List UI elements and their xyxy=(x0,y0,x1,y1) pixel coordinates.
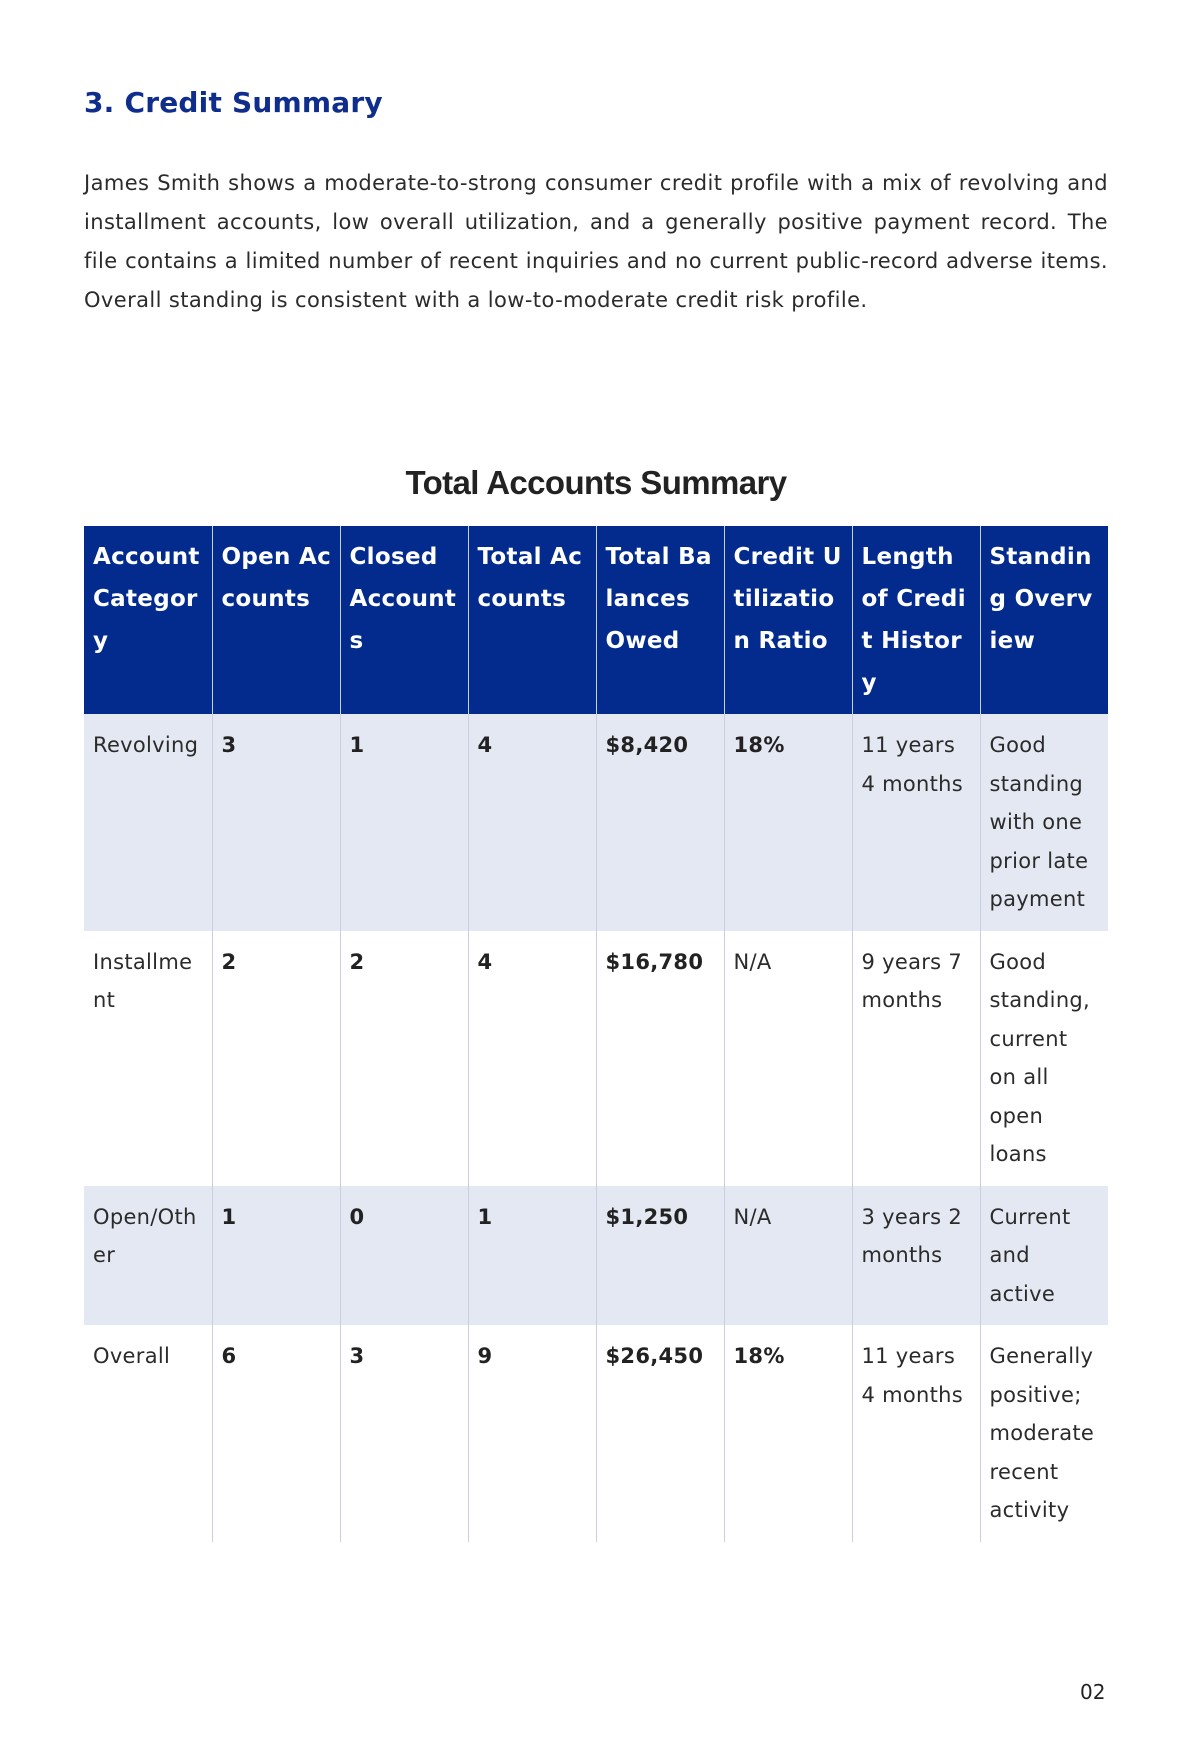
cell-account-category: Installment xyxy=(93,949,193,1012)
cell-account-category: Overall xyxy=(93,1344,171,1368)
cell-total-accounts: 9 xyxy=(468,1325,596,1542)
cell-open-accounts: 2 xyxy=(212,931,340,1186)
header-standing-overview: Standing Overview xyxy=(980,526,1108,714)
cell-total-accounts: 1 xyxy=(468,1186,596,1326)
cell-closed-accounts: 2 xyxy=(340,931,468,1186)
cell-closed-accounts: 3 xyxy=(340,1325,468,1542)
header-total-accounts: Total Accounts xyxy=(468,526,596,714)
cell-total-balances-owed: $1,250 xyxy=(596,1186,724,1326)
accounts-summary-table xyxy=(84,526,1108,1542)
table-title: Total Accounts Summary xyxy=(405,464,787,501)
cell-total-balances-owed: $26,450 xyxy=(596,1325,724,1542)
header-open-accounts: Open Accounts xyxy=(212,526,340,714)
cell-total-balances-owed: $8,420 xyxy=(596,714,724,931)
header-length-of-credit-history: Length of Credit History xyxy=(852,526,980,714)
cell-credit-utilization: 18% xyxy=(724,714,852,931)
cell-standing-overview: Current and active xyxy=(980,1186,1108,1326)
section-heading: 3. Credit Summary xyxy=(84,86,383,119)
cell-standing-overview: Generally positive; moderate recent activity xyxy=(980,1325,1108,1542)
table-row-revolving xyxy=(84,714,1108,931)
cell-total-accounts: 4 xyxy=(468,714,596,931)
cell-open-accounts: 1 xyxy=(212,1186,340,1326)
cell-open-accounts: 6 xyxy=(212,1325,340,1542)
cell-total-balances-owed: $16,780 xyxy=(596,931,724,1186)
cell-credit-history-length: 3 years 2 months xyxy=(852,1186,980,1326)
cell-closed-accounts: 1 xyxy=(340,714,468,931)
cell-credit-utilization: N/A xyxy=(724,931,852,1186)
cell-standing-overview: Good standing with one prior late payment xyxy=(980,714,1108,931)
header-total-balances-owed: Total Balances Owed xyxy=(596,526,724,714)
cell-credit-history-length: 11 years 4 months xyxy=(852,1325,980,1542)
cell-closed-accounts: 0 xyxy=(340,1186,468,1326)
cell-credit-history-length: 11 years 4 months xyxy=(852,714,980,931)
header-closed-accounts: Closed Accounts xyxy=(340,526,468,714)
header-account-category: Account Category xyxy=(84,526,212,714)
table-row-open-other xyxy=(84,1186,1108,1326)
table-row-installment xyxy=(84,931,1108,1186)
cell-account-category: Open/Other xyxy=(84,1186,212,1326)
cell-open-accounts: 3 xyxy=(212,714,340,931)
intro-paragraph: James Smith shows a moderate-to-strong consumer credit profile with a mix of revolving and installment accounts, low overall utilization, and a generally positive payment record. The file contains a limited number of recent inquiries and no current public-record adverse items. Overall standing is consistent with a low-to-moderate credit risk profile. xyxy=(84,171,1108,312)
cell-standing-overview: Good standing, current on all open loans xyxy=(980,931,1108,1186)
header-credit-utilization-ratio: Credit Utilization Ratio xyxy=(724,526,852,714)
table-row-overall xyxy=(84,1325,1108,1542)
cell-credit-utilization: N/A xyxy=(724,1186,852,1326)
cell-total-accounts: 4 xyxy=(468,931,596,1186)
cell-credit-utilization: 18% xyxy=(724,1325,852,1542)
cell-account-category: Revolving xyxy=(84,714,212,931)
page-number: 02 xyxy=(1080,1680,1106,1704)
cell-credit-history-length: 9 years 7 months xyxy=(852,931,980,1186)
table-header-row xyxy=(84,526,1108,714)
